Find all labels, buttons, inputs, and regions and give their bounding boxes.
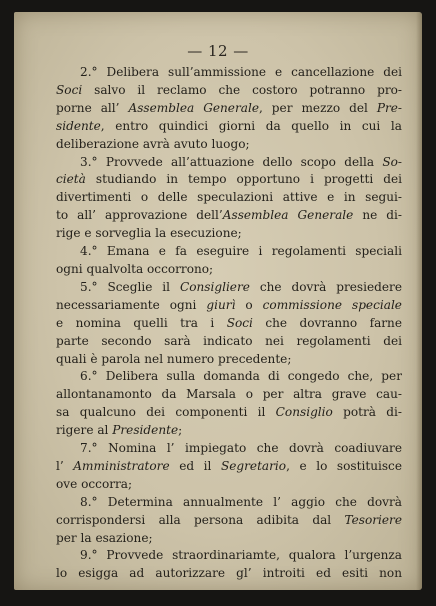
- text-run: ove occorra;: [56, 476, 133, 491]
- text-line: [56, 404, 402, 422]
- text-line: [56, 261, 402, 279]
- text-run: e nomina quelli tra i: [56, 315, 227, 330]
- text-line: [56, 315, 402, 333]
- text-line: [56, 297, 402, 315]
- italic-term: Pre-: [376, 100, 402, 115]
- italic-term: commissione speciale: [262, 297, 402, 312]
- text-run: quali è parola nel numero precedente;: [56, 351, 292, 366]
- text-line: [56, 279, 402, 297]
- italic-term: Consiglio: [275, 405, 333, 420]
- text-line: [56, 476, 402, 494]
- text-run: che dovrà presiedere: [249, 279, 402, 294]
- text-run: rigere al: [56, 423, 113, 438]
- text-line: [56, 547, 402, 565]
- text-line: [56, 565, 402, 583]
- text-run: divertimenti o delle speculazioni attive e in segui-: [56, 190, 402, 205]
- text-run: porne all’: [56, 100, 129, 115]
- text-run: studiando in tempo opportuno i progetti dei: [85, 172, 402, 187]
- italic-term: Soci: [56, 82, 83, 97]
- text-run: ne di-: [353, 208, 402, 223]
- text-run: rige e sorveglia la esecuzione;: [56, 226, 242, 241]
- italic-term: Soci: [226, 315, 253, 330]
- italic-term: sidente: [56, 118, 101, 133]
- text-run: corrispondersi alla persona adibita dal: [56, 512, 345, 527]
- page-number: — 12 —: [187, 42, 249, 60]
- text-line: [56, 207, 402, 225]
- text-line: [56, 64, 402, 82]
- text-run: l’: [56, 458, 74, 473]
- page-edge-shadow: [416, 12, 422, 590]
- italic-term: giurì: [206, 297, 236, 312]
- text-run: o: [235, 297, 263, 312]
- text-line: [56, 458, 402, 476]
- text-line: [56, 118, 402, 136]
- text-run: per la esazione;: [56, 530, 153, 545]
- italic-term: Tesoriere: [344, 512, 402, 527]
- text-run: 6.° Delibera sulla domanda di congedo che, per: [80, 369, 402, 384]
- text-line: [56, 225, 402, 243]
- text-run: 7.° Nomina l’ impiegato che dovrà coadiuvare: [80, 441, 402, 456]
- text-line: [56, 422, 402, 440]
- text-run: che dovranno farne: [252, 315, 402, 330]
- text-run: parte secondo sarà indicato nei regolamenti dei: [56, 333, 402, 348]
- text-line: [56, 333, 402, 351]
- text-run: 2.° Delibera sull’ammissione e cancellazione dei: [80, 65, 402, 79]
- italic-term: cietà: [56, 172, 86, 187]
- text-run: to all’ approvazione dell’: [56, 208, 223, 223]
- text-line: [56, 154, 402, 172]
- italic-term: Segretario: [220, 458, 287, 473]
- text-run: , entro quindici giorni da quello in cui la: [100, 118, 402, 133]
- text-line: [56, 512, 402, 530]
- text-run: 3.° Provvede all’attuazione dello scopo della: [80, 154, 383, 169]
- text-run: 9.° Provvede straordinariamte, qualora l’urgenza: [80, 548, 402, 563]
- text-line: [56, 100, 402, 118]
- text-line: [56, 368, 402, 386]
- text-run: 5.° Sceglie il: [80, 279, 180, 294]
- text-run: sa qualcuno dei componenti il: [56, 405, 276, 420]
- text-run: ed il: [169, 458, 221, 473]
- text-line: [56, 136, 402, 154]
- text-run: , e lo sostituisce: [286, 458, 402, 473]
- text-line: [56, 440, 402, 458]
- text-run: 8.° Determina annualmente l’ aggio che dovrà: [80, 494, 402, 509]
- text-run: necessariamente ogni: [56, 297, 207, 312]
- text-line: [56, 82, 402, 100]
- italic-term: Assemblea Generale: [222, 208, 354, 223]
- text-run: , per mezzo del: [258, 100, 377, 115]
- text-line: [56, 351, 402, 369]
- text-line: [56, 171, 402, 189]
- text-run: 4.° Emana e fa eseguire i regolamenti speciali: [80, 244, 402, 259]
- text-run: ogni qualvolta occorrono;: [56, 261, 214, 276]
- text-run: deliberazione avrà avuto luogo;: [56, 136, 250, 151]
- book-page: [14, 12, 422, 590]
- text-line: [56, 386, 402, 404]
- text-line: [56, 494, 402, 512]
- text-run: potrà di-: [332, 405, 402, 420]
- italic-term: So-: [382, 154, 402, 169]
- italic-term: Amministratore: [73, 458, 170, 473]
- text-run: salvo il reclamo che costoro potranno pro-: [82, 82, 402, 97]
- italic-term: Assemblea Generale: [128, 100, 259, 115]
- text-line: [56, 189, 402, 207]
- page-text: [56, 64, 402, 583]
- text-run: lo esigga ad autorizzare gl’ introiti ed esiti non: [56, 566, 402, 581]
- text-run: ;: [178, 423, 183, 438]
- text-run: allontanamonto da Marsala o per altra grave cau-: [56, 387, 402, 402]
- italic-term: Consigliere: [179, 279, 250, 294]
- italic-term: Presidente: [112, 423, 179, 438]
- text-line: [56, 243, 402, 261]
- text-line: [56, 530, 402, 548]
